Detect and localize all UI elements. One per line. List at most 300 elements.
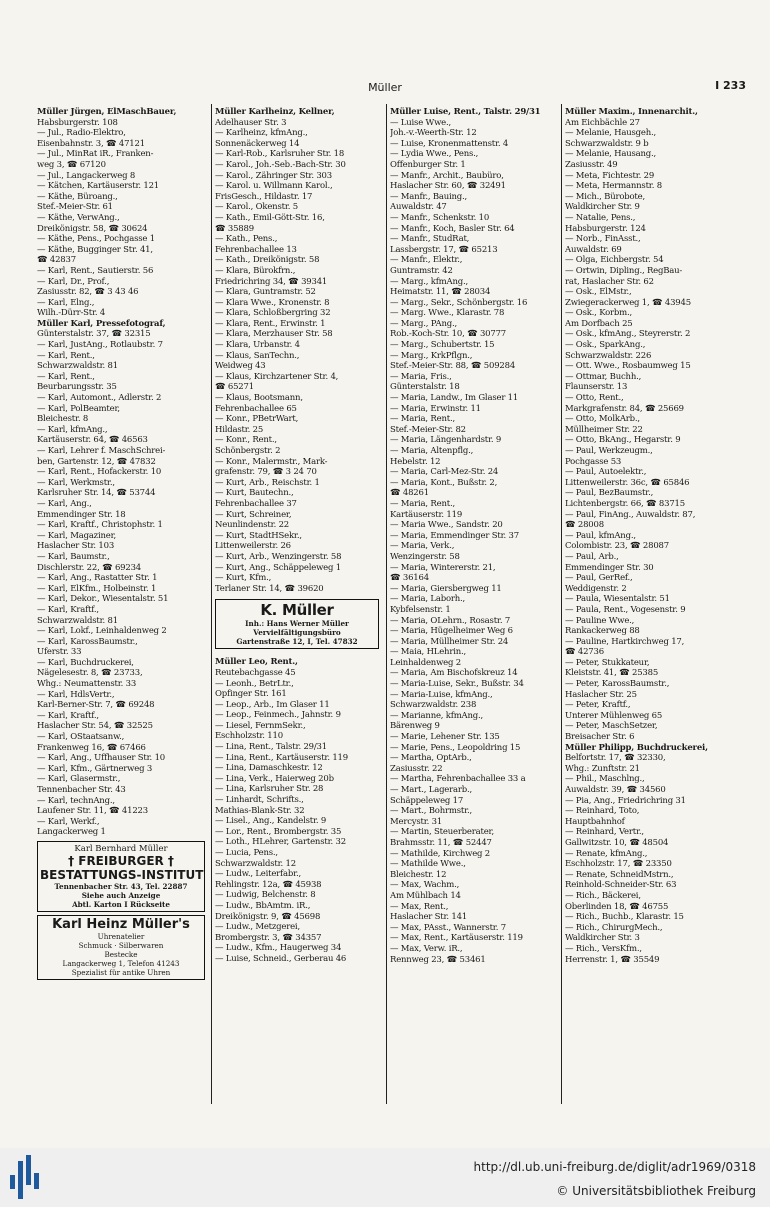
- column-1: [37, 107, 207, 983]
- ad-text: Uhrenatelier: [97, 931, 145, 941]
- directory-entry-line: — Osk., Korbm.,: [565, 308, 632, 319]
- directory-entry-line: Unterer Mühlenweg 65: [565, 710, 663, 721]
- directory-entry-line: Nägelesestr. 8, ☎ 23733,: [37, 668, 143, 679]
- directory-entry-line: — Lina, Rent., Kartäuserstr. 119: [215, 752, 348, 763]
- directory-entry-line: Kybfelsenstr. 1: [390, 604, 451, 615]
- ad-title: K. Müller: [260, 601, 334, 620]
- directory-entry-line: — Lina, Verk., Haierweg 20b: [215, 773, 334, 784]
- directory-entry-line: — Norb., FinAsst.,: [565, 234, 641, 245]
- directory-entry-line: — Maia, HLehrin.,: [390, 647, 466, 658]
- directory-entry-line: Müller Luise, Rent., Talstr. 29/31: [390, 107, 541, 117]
- directory-entry-line: Günterstalstr. 18: [390, 382, 460, 393]
- directory-entry-line: — Melanie, Hausang.,: [565, 149, 657, 160]
- directory-entry-line: — Karl, Buchdruckerei,: [37, 657, 134, 668]
- directory-entry-line: — Martha, Fehrenbachallee 33 a: [390, 774, 526, 785]
- directory-entry-line: Lassbergstr. 17, ☎ 65213: [390, 244, 498, 255]
- directory-entry-line: Schönbergstr. 2: [215, 446, 281, 456]
- directory-entry-line: Frankenweg 16, ☎ 67466: [37, 742, 146, 753]
- directory-entry-line: Weidweg 43: [215, 361, 266, 372]
- directory-entry-line: — Luise, Kronenmattenstr. 4: [390, 138, 509, 149]
- directory-entry-line: — Konr., PBetrWart,: [215, 414, 299, 425]
- directory-entry-line: Laufener Str. 11, ☎ 41223: [37, 806, 148, 817]
- directory-entry-line: Fehrenbachallee 37: [215, 498, 297, 509]
- ad-owner: Inh.: Hans Werner Müller: [245, 619, 349, 629]
- directory-entry-line: — Leop., Arb., Im Glaser 11: [215, 699, 330, 710]
- directory-entry-line: Eisenbahnstr. 3, ☎ 47121: [37, 138, 145, 149]
- directory-entry-line: Rehlingstr. 12a, ☎ 45938: [215, 879, 322, 890]
- ad-title: BESTATTUNGS-INSTITUT: [40, 867, 204, 882]
- column-rule: [211, 104, 212, 1104]
- directory-entry-line: — Lina, Rent., Talstr. 29/31: [215, 742, 327, 753]
- directory-entry-line: — Marg., kfmAng.,: [390, 276, 468, 287]
- directory-entry-line: Brombergstr. 3, ☎ 34357: [215, 932, 322, 943]
- directory-entry-line: Emmendinger Str. 30: [565, 562, 654, 573]
- directory-entry-line: FrisGesch., Hildastr. 17: [215, 191, 313, 202]
- directory-entry-line: — Manfr., Schenkstr. 10: [390, 212, 490, 223]
- directory-entry-line: Haslacher Str. 141: [390, 912, 468, 923]
- ad-text: Vervielfältigungsbüro: [253, 628, 341, 638]
- directory-entry-line: Karlsruher Str. 14, ☎ 53744: [37, 488, 156, 499]
- directory-entry-line: — Martha, OptArb.,: [390, 753, 472, 764]
- directory-entry-line: — Paul, Autoelektr.,: [565, 467, 647, 478]
- directory-entry-line: Schwarzwaldstr. 226: [565, 350, 652, 361]
- directory-entry-line: ☎ 36164: [390, 573, 429, 584]
- directory-entry-line: — Meta, Hermannstr. 8: [565, 181, 662, 192]
- directory-entry-line: — Rich., ChirurgMech.,: [565, 922, 663, 933]
- directory-entry-line: Rennweg 23, ☎ 53461: [390, 954, 486, 965]
- directory-entry-line: — Luise Wwe.,: [390, 117, 451, 128]
- directory-entry-line: — Reinhard, Vertr.,: [565, 827, 644, 838]
- directory-entry-line: — Klaus, Bootsmann,: [215, 393, 303, 404]
- directory-entry-line: — Lucia, Pens.,: [215, 848, 278, 858]
- directory-entry-line: — Klara Wwe., Kronenstr. 8: [215, 297, 330, 308]
- directory-entry-line: — Karl-Rob., Karlsruher Str. 18: [215, 149, 345, 160]
- directory-entry-line: — Osk., ElMstr.,: [565, 287, 632, 298]
- directory-entry-line: — Kurt, StadtHSekr.,: [215, 530, 302, 541]
- directory-entry-line: Günterstalstr. 37, ☎ 32315: [37, 329, 151, 340]
- directory-entry-line: — Max, Rent.,: [390, 901, 449, 912]
- directory-entry-line: Adelhauser Str. 3: [215, 117, 287, 128]
- directory-entry-line: — Kath., Pens.,: [215, 234, 278, 245]
- directory-entry-line: — Karl, Dekor., Wiesentalstr. 51: [37, 594, 169, 605]
- directory-entry-line: — Kätchen, Kartäuserstr. 121: [37, 181, 160, 192]
- column-4: [565, 107, 735, 965]
- column-rule: [561, 104, 562, 1104]
- directory-entry-line: Auwaldstr. 69: [565, 244, 622, 255]
- copyright-notice: © Universitätsbibliothek Freiburg: [556, 1184, 756, 1198]
- directory-entry-line: — Linhardt, Schrifts.,: [215, 795, 304, 806]
- directory-entry-line: Mathias-Blank-Str. 32: [215, 805, 305, 816]
- directory-entry-line: Auwaldstr. 39, ☎ 34560: [565, 785, 666, 795]
- directory-entry-line: Haslacher Str. 60, ☎ 32491: [390, 181, 506, 192]
- directory-entry-line: Brahmsstr. 11, ☎ 52447: [390, 837, 492, 848]
- directory-entry-line: — Karl, Werkf.,: [37, 816, 100, 827]
- directory-entry-line: — Maria, Landw., Im Glaser 11: [390, 393, 519, 404]
- directory-entry-line: — Maria, Giersbergweg 11: [390, 583, 502, 594]
- directory-entry-line: — Manfr., Koch, Basler Str. 64: [390, 223, 515, 234]
- directory-entry-line: — Lor., Rent., Brombergstr. 35: [215, 826, 342, 837]
- directory-entry-line: Bleichestr. 8: [37, 414, 89, 425]
- directory-entry-line: — Peter, KarossBaumstr.,: [565, 679, 670, 690]
- directory-entry-line: — Karl, ElKfm., Holbeinstr. 1: [37, 583, 157, 594]
- directory-entry-line: — Maria-Luise, kfmAng.,: [390, 689, 493, 700]
- directory-entry-line: — Klaus, SanTechn.,: [215, 350, 300, 361]
- directory-entry-line: — Peter, MaschSetzer,: [565, 721, 658, 732]
- directory-entry-line: — Kurt, Arb., Reischstr. 1: [215, 477, 320, 488]
- directory-entry-line: — Otto, Rent.,: [565, 393, 624, 404]
- directory-entry-line: — Karl, Rent., Sautierstr. 56: [37, 265, 154, 276]
- directory-entry-line: — Ludw., Metzgerei,: [215, 922, 300, 933]
- directory-entry-line: — Ortwin, Dipling., RegBau-: [565, 265, 683, 276]
- directory-entry-line: — Peter, Stukkateur,: [565, 657, 650, 668]
- directory-entry-line: Waldkircher Str. 9: [565, 202, 640, 213]
- directory-entry-line: Müller Leo, Rent.,: [215, 657, 298, 668]
- directory-entry-line: — Maria, Am Bischofskreuz 14: [390, 668, 518, 679]
- directory-entry-line: Habsburgerstr. 108: [37, 117, 118, 128]
- directory-entry-line: — Karl, Magaziner,: [37, 530, 117, 541]
- directory-entry-line: — Maria Wwe., Sandstr. 20: [390, 520, 503, 531]
- directory-entry-line: — Max, Rent., Kartäuserstr. 119: [390, 933, 523, 944]
- directory-entry-line: — Karl, Elng.,: [37, 297, 95, 308]
- directory-entry-line: — Maria, Rent.,: [390, 498, 455, 509]
- directory-entry-line: — Kurt, Ang., Schäppeleweg 1: [215, 562, 341, 573]
- directory-entry-line: Haslacher Str. 25: [565, 689, 637, 700]
- directory-entry-line: — Klara, Guntramstr. 52: [215, 287, 316, 298]
- directory-entry-line: — Karol. u. Willmann Karol.,: [215, 181, 333, 192]
- directory-entry-line: — Natalie, Pens.,: [565, 212, 636, 223]
- directory-entry-line: — Reinhard, Toto,: [565, 806, 640, 817]
- directory-entry-line: weg 3, ☎ 67120: [37, 159, 106, 170]
- directory-entry-line: Heimatstr. 11, ☎ 28034: [390, 287, 491, 298]
- directory-entry-line: — Paul, kfmAng.,: [565, 530, 636, 541]
- directory-entry-line: Gallwitzstr. 10, ☎ 48504: [565, 837, 669, 848]
- directory-entry-line: ☎ 35889: [215, 223, 254, 234]
- directory-entry-line: — Maria, Längenhardstr. 9: [390, 435, 502, 446]
- directory-entry-line: — Karl, Automont., Adlerstr. 2: [37, 393, 162, 404]
- directory-entry-line: — Klara, Rent., Erwinstr. 1: [215, 318, 326, 329]
- directory-entry-line: — Maria, Hügelheimer Weg 6: [390, 626, 513, 637]
- column-1-entries: [37, 107, 207, 838]
- directory-entry-line: Fehrenbachallee 65: [215, 403, 297, 414]
- directory-entry-line: Müller Karlheinz, Kellner,: [215, 107, 335, 117]
- directory-entry-line: Beurbarungsstr. 35: [37, 382, 117, 393]
- directory-entry-line: — Kurt, Schreiner,: [215, 509, 292, 520]
- directory-entry-line: — Osk., SparkAng.,: [565, 340, 646, 351]
- directory-entry-line: Schwarzwaldstr. 9 b: [565, 138, 649, 149]
- directory-entry-line: — Karl, Werkmstr.,: [37, 477, 115, 488]
- directory-entry-line: — Lisel., Ang., Kandelstr. 9: [215, 816, 327, 827]
- directory-entry-line: Dreikönigstr. 58, ☎ 30624: [37, 223, 148, 234]
- directory-entry-line: ☎ 48261: [390, 488, 429, 499]
- directory-entry-line: — Karl, KarossBaumstr.,: [37, 636, 138, 647]
- column-4-entries: [565, 107, 735, 965]
- directory-entry-line: — Rich., Bäckerei,: [565, 890, 641, 901]
- directory-entry-line: — Jul., Langackerweg 8: [37, 170, 136, 181]
- directory-entry-line: Müller Maxim., Innenarchit.,: [565, 107, 698, 117]
- directory-entry-line: — Maria-Luise, Sekr., Bußstr. 34: [390, 679, 524, 690]
- directory-entry-line: — Karl, Lehrer f. MaschSchrei-: [37, 446, 166, 456]
- directory-entry-line: — Marg., KrkPflgn.,: [390, 350, 473, 361]
- ad-text: Spezialist für antike Uhren: [71, 967, 171, 977]
- directory-entry-line: — Konr., Rent.,: [215, 435, 277, 446]
- directory-entry-line: — Maria, Müllheimer Str. 24: [390, 636, 509, 647]
- directory-entry-line: — Rich., VersKfm.,: [565, 943, 642, 954]
- directory-entry-line: — Karl, Ang.,: [37, 498, 92, 509]
- directory-entry-line: Waldkircher Str. 3: [565, 933, 640, 944]
- directory-entry-line: Kleiststr. 41, ☎ 25385: [565, 668, 659, 679]
- directory-entry-line: Lichtenbergstr. 66, ☎ 83715: [565, 498, 685, 509]
- directory-entry-line: Littenweilerstr. 26: [215, 541, 291, 552]
- directory-entry-line: Opfinger Str. 161: [215, 689, 287, 700]
- directory-entry-line: Müller Jürgen, ElMaschBauer,: [37, 107, 177, 117]
- directory-entry-line: Hauptbahnhof: [565, 816, 625, 827]
- directory-entry-line: Wilh.-Dürr-Str. 4: [37, 308, 106, 319]
- directory-entry-line: grafenstr. 79, ☎ 3 24 70: [215, 467, 317, 478]
- directory-entry-line: — Käthe, Pens., Pochgasse 1: [37, 234, 155, 245]
- directory-entry-line: — Paula, Wiesentalstr. 51: [565, 594, 670, 605]
- directory-entry-line: — Luise, Schneid., Gerberau 46: [215, 953, 347, 964]
- ad-owner: Karl Bernhard Müller: [74, 843, 168, 854]
- directory-entry-line: — Rich., Buchb., Klarastr. 15: [565, 912, 684, 923]
- directory-entry-line: Stef.-Meier-Str. 61: [37, 202, 113, 213]
- directory-entry-line: — Paula, Rent., Vogesenstr. 9: [565, 604, 686, 615]
- directory-entry-line: Pochgasse 53: [565, 456, 622, 467]
- column-2-entries: [215, 107, 383, 594]
- directory-entry-line: — Karl, Dr., Prof.,: [37, 276, 110, 287]
- directory-entry-line: — Karl, Kraftf., Christophstr. 1: [37, 520, 163, 531]
- column-rule: [386, 104, 387, 1104]
- directory-entry-line: — Maria, Emmendinger Str. 37: [390, 530, 519, 541]
- directory-entry-line: Terlaner Str. 14, ☎ 39620: [215, 583, 324, 594]
- directory-entry-line: Uferstr. 33: [37, 647, 82, 658]
- directory-entry-line: Kartäuserstr. 119: [390, 509, 463, 520]
- directory-entry-line: — Mart., Lagerarb.,: [390, 785, 472, 795]
- directory-entry-line: — Leop., Feinmech., Jahnstr. 9: [215, 710, 341, 721]
- ad-address: Gartenstraße 12, I, Tel. 47832: [236, 637, 358, 647]
- directory-entry-line: — Manfr., StudRat,: [390, 234, 470, 245]
- ad-bestattungs-institut: [37, 841, 205, 912]
- directory-entry-line: — Maria, Verk.,: [390, 541, 455, 552]
- directory-entry-line: — Phil., Maschlng.,: [565, 774, 645, 785]
- directory-entry-line: Oberlinden 18, ☎ 46755: [565, 901, 669, 912]
- directory-entry-line: — Max, Wachm.,: [390, 880, 460, 891]
- directory-entry-line: Schäppeleweg 17: [390, 795, 464, 806]
- directory-entry-line: Müllheimer Str. 22: [565, 424, 643, 435]
- directory-entry-line: Littenweilerstr. 36c, ☎ 65846: [565, 477, 690, 488]
- ad-vervielfaeltigungsbuero: [215, 599, 379, 649]
- directory-entry-line: — Karl, Ang., Uffhauser Str. 10: [37, 753, 165, 764]
- directory-entry-line: Leinhaldenweg 2: [390, 657, 461, 668]
- directory-entry-line: — Peter, Kraftf.,: [565, 700, 631, 711]
- directory-entry-line: Haslacher Str. 103: [37, 541, 115, 552]
- directory-entry-line: Belfortstr. 17, ☎ 32330,: [565, 753, 666, 764]
- directory-entry-line: Zasiusstr. 82, ☎ 3 43 46: [37, 287, 139, 298]
- directory-entry-line: — Maria, Fris.,: [390, 371, 452, 382]
- directory-entry-line: — Maria, Altenpflg.,: [390, 446, 474, 456]
- directory-entry-line: — Karl, Baumstr.,: [37, 551, 110, 562]
- column-3-entries: [390, 107, 558, 965]
- directory-entry-line: Dischlerstr. 22, ☎ 69234: [37, 562, 142, 573]
- directory-entry-line: — Paul, FinAng., Auwaldstr. 87,: [565, 509, 696, 520]
- directory-entry-line: — Klaus, Kirchzartener Str. 4,: [215, 371, 339, 382]
- directory-entry-line: — Karl, Ang., Rastatter Str. 1: [37, 573, 158, 584]
- directory-entry-line: Am Eichbächle 27: [565, 117, 640, 128]
- directory-entry-line: Schwarzwaldstr. 81: [37, 615, 118, 626]
- directory-entry-line: — Mich., Bürobote,: [565, 191, 645, 202]
- permalink[interactable]: http://dl.ub.uni-freiburg.de/diglit/adr1969/0318: [473, 1160, 756, 1174]
- ad-title: † FREIBURGER †: [68, 853, 174, 868]
- directory-entry-line: ☎ 42837: [37, 255, 76, 266]
- directory-entry-line: Weddigenstr. 2: [565, 583, 627, 594]
- directory-entry-line: Dreikönigstr. 9, ☎ 45698: [215, 911, 321, 922]
- directory-entry-line: Zwiegerackerweg 1, ☎ 43945: [565, 297, 691, 308]
- directory-entry-line: — Manfr., Elektr.,: [390, 255, 463, 266]
- directory-entry-line: Wenzingerstr. 58: [390, 551, 460, 562]
- directory-entry-line: ☎ 42736: [565, 647, 604, 658]
- column-3: [390, 107, 558, 965]
- directory-entry-line: — Marie, Lehener Str. 135: [390, 732, 500, 743]
- directory-entry-line: — Mart., Bohrmstr.,: [390, 806, 473, 817]
- directory-entry-line: Auwaldstr. 47: [390, 202, 447, 213]
- directory-entry-line: — Renate, kfmAng.,: [565, 848, 648, 859]
- directory-entry-line: — Maria, Rent.,: [390, 414, 455, 425]
- directory-entry-line: — Kath., Emil-Gött-Str. 16,: [215, 212, 325, 223]
- directory-entry-line: Stef.-Meier-Str. 88, ☎ 509284: [390, 361, 516, 372]
- directory-entry-line: — Lina, Damaschkestr. 12: [215, 763, 323, 774]
- ad-address: Tennenbacher Str. 43, Tel. 22887: [54, 881, 188, 891]
- directory-entry-line: — Karl, HdlsVertr.,: [37, 689, 115, 700]
- directory-entry-line: — Kurt, Arb., Wenzingerstr. 58: [215, 551, 342, 562]
- ad-note: Abtl. Karton I Rückseite: [72, 899, 170, 909]
- university-library-logo-icon: [10, 1155, 40, 1199]
- directory-entry-line: — Maria, Laborh.,: [390, 594, 466, 605]
- directory-entry-line: — Lina, Karlsruher Str. 28: [215, 784, 324, 795]
- directory-entry-line: Bärenweg 9: [390, 721, 440, 732]
- directory-entry-line: — Maria, Wintererstr. 21,: [390, 562, 496, 573]
- directory-entry-line: Emmendinger Str. 18: [37, 509, 126, 520]
- directory-entry-line: ☎ 28008: [565, 520, 604, 531]
- directory-entry-line: Offenburger Str. 1: [390, 159, 466, 170]
- directory-entry-line: — Karl, Kraftf.,: [37, 604, 99, 615]
- directory-entry-line: — Marg., Schubertstr. 15: [390, 340, 495, 351]
- directory-entry-line: Neunlindenstr. 22: [215, 520, 290, 531]
- directory-entry-line: — Karl, Rent.,: [37, 371, 95, 382]
- directory-entry-line: — Renate, SchneidMstrn.,: [565, 869, 674, 880]
- directory-entry-line: — Karl, technAng.,: [37, 795, 115, 806]
- directory-entry-line: — Max, Verw. iR.,: [390, 943, 463, 954]
- directory-entry-line: — Ludw., Leiterfabr.,: [215, 869, 302, 880]
- directory-entry-line: Habsburgerstr. 124: [565, 223, 646, 234]
- directory-entry-line: Breisacher Str. 6: [565, 732, 635, 743]
- directory-entry-line: Whg.: Neumattenstr. 33: [37, 679, 137, 690]
- directory-entry-line: Fehrenbachallee 13: [215, 244, 297, 255]
- ad-note: Siehe auch Anzeige: [81, 890, 161, 900]
- directory-entry-line: — Maria, OLehrn., Rosastr. 7: [390, 615, 511, 626]
- directory-entry-line: ben, Gartenstr. 12, ☎ 47832: [37, 456, 156, 467]
- directory-entry-line: — Maria, Erwinstr. 11: [390, 403, 481, 414]
- directory-entry-line: Eschholzstr. 17, ☎ 23350: [565, 859, 672, 870]
- ad-title: Karl Heinz Müller's: [52, 916, 190, 932]
- directory-entry-line: Am Mühlbach 14: [390, 890, 461, 901]
- directory-entry-line: Tennenbacher Str. 43: [37, 785, 126, 795]
- directory-entry-line: Schwarzwaldstr. 238: [390, 700, 477, 711]
- directory-entry-line: ☎ 65271: [215, 382, 254, 393]
- directory-entry-line: — Paul, BezBaumstr.,: [565, 488, 654, 499]
- directory-entry-line: — Paul, Werkzeugm.,: [565, 446, 653, 456]
- directory-entry-line: — Ludw., BbAmtm. iR.,: [215, 900, 311, 911]
- directory-entry-line: — Käthe, Büroang.,: [37, 191, 118, 202]
- directory-entry-line: rat, Haslacher Str. 62: [565, 276, 654, 287]
- directory-entry-line: — Leonh., BetrLtr.,: [215, 678, 294, 689]
- directory-entry-line: — Marie, Pens., Leopoldring 15: [390, 742, 521, 753]
- directory-entry-line: — Manfr., Archit., Baubüro,: [390, 170, 504, 181]
- directory-entry-line: Flaunserstr. 13: [565, 382, 628, 393]
- ad-text: Bestecke: [104, 949, 138, 959]
- directory-entry-line: — Loth., HLehrer, Gartenstr. 32: [215, 837, 346, 848]
- directory-entry-line: — Marg. Wwe., Klarastr. 78: [390, 308, 505, 319]
- directory-entry-line: — Maria, Kont., Bußstr. 2,: [390, 477, 498, 488]
- directory-entry-line: Langackerweg 1: [37, 827, 106, 838]
- directory-entry-line: — Karl, JustAng., Rotlaubstr. 7: [37, 340, 163, 351]
- directory-entry-line: Colombistr. 23, ☎ 28087: [565, 541, 669, 552]
- directory-entry-line: — Ott. Wwe., Rosbaumweg 15: [565, 361, 691, 372]
- directory-entry-line: Rankackerweg 88: [565, 626, 640, 637]
- directory-entry-line: Müller Karl, Pressefotograf,: [37, 318, 166, 329]
- directory-entry-line: — Klara, Schloßbergring 32: [215, 308, 331, 319]
- directory-entry-line: — Martin, Steuerberater,: [390, 827, 494, 838]
- directory-entry-line: Joh.-v.-Weerth-Str. 12: [390, 128, 477, 139]
- directory-entry-line: — Marianne, kfmAng.,: [390, 710, 484, 721]
- column-2: [215, 107, 383, 965]
- directory-entry-line: — Marg., Sekr., Schönbergstr. 16: [390, 297, 528, 308]
- directory-entry-line: Müller Philipp, Buchdruckerei,: [565, 742, 708, 753]
- directory-entry-line: — Paul, GerRef.,: [565, 573, 633, 584]
- directory-entry-line: — Liesel, FernmSekr.,: [215, 720, 306, 731]
- directory-entry-line: — Otto, MolkArb.,: [565, 414, 640, 425]
- directory-entry-line: — Karl, Kfm., Gärtnerweg 3: [37, 763, 153, 774]
- directory-entry-line: Markgrafenstr. 84, ☎ 25669: [565, 403, 684, 414]
- ad-uhrenatelier: [37, 915, 205, 980]
- directory-entry-line: — Meta, Fichtestr. 29: [565, 170, 655, 181]
- running-header: Müller: [368, 81, 402, 94]
- directory-entry-line: — Karl, Rent., Hofackerstr. 10: [37, 467, 162, 478]
- directory-entry-line: — Lydia Wwe., Pens.,: [390, 149, 479, 160]
- directory-entry-line: — Pauline Wwe.,: [565, 615, 635, 626]
- directory-entry-line: — Marg., PAng.,: [390, 318, 457, 329]
- directory-entry-line: Reutebachgasse 45: [215, 667, 296, 678]
- directory-entry-line: — Karlheinz, kfmAng.,: [215, 128, 308, 139]
- directory-entry-line: — Karl, Glasermstr.,: [37, 774, 121, 785]
- directory-entry-line: Sonnenäckerweg 14: [215, 138, 300, 149]
- directory-entry-line: — Max, PAsst., Wannerstr. 7: [390, 922, 506, 933]
- directory-entry-line: — Kurt, Bautechn.,: [215, 488, 294, 499]
- directory-entry-line: — Ottmar, Buchh.,: [565, 371, 642, 382]
- directory-entry-line: Bleichestr. 12: [390, 869, 447, 880]
- ad-address: Langackerweg 1, Telefon 41243: [62, 958, 180, 968]
- directory-entry-line: Schwarzwaldstr. 81: [37, 361, 118, 372]
- directory-entry-line: Friedrichring 34, ☎ 39341: [215, 276, 328, 287]
- directory-entry-line: — Jul., Radio-Elektro,: [37, 128, 126, 139]
- directory-entry-line: — Paul, Arb.,: [565, 551, 619, 562]
- directory-entry-line: Rob.-Koch-Str. 10, ☎ 30777: [390, 329, 506, 340]
- directory-entry-line: — Ludw., Kfm., Haugerweg 34: [215, 943, 342, 954]
- directory-entry-line: Hildastr. 25: [215, 424, 264, 435]
- directory-entry-line: — Karl, OStaatsanw.,: [37, 732, 125, 743]
- directory-entry-line: — Pauline, Hartkirchweg 17,: [565, 636, 685, 647]
- directory-entry-line: — Konr., Malermstr., Mark-: [215, 456, 328, 467]
- directory-entry-line: Karl-Berner-Str. 7, ☎ 69248: [37, 700, 155, 711]
- directory-entry-line: Am Dorfbach 25: [565, 318, 633, 329]
